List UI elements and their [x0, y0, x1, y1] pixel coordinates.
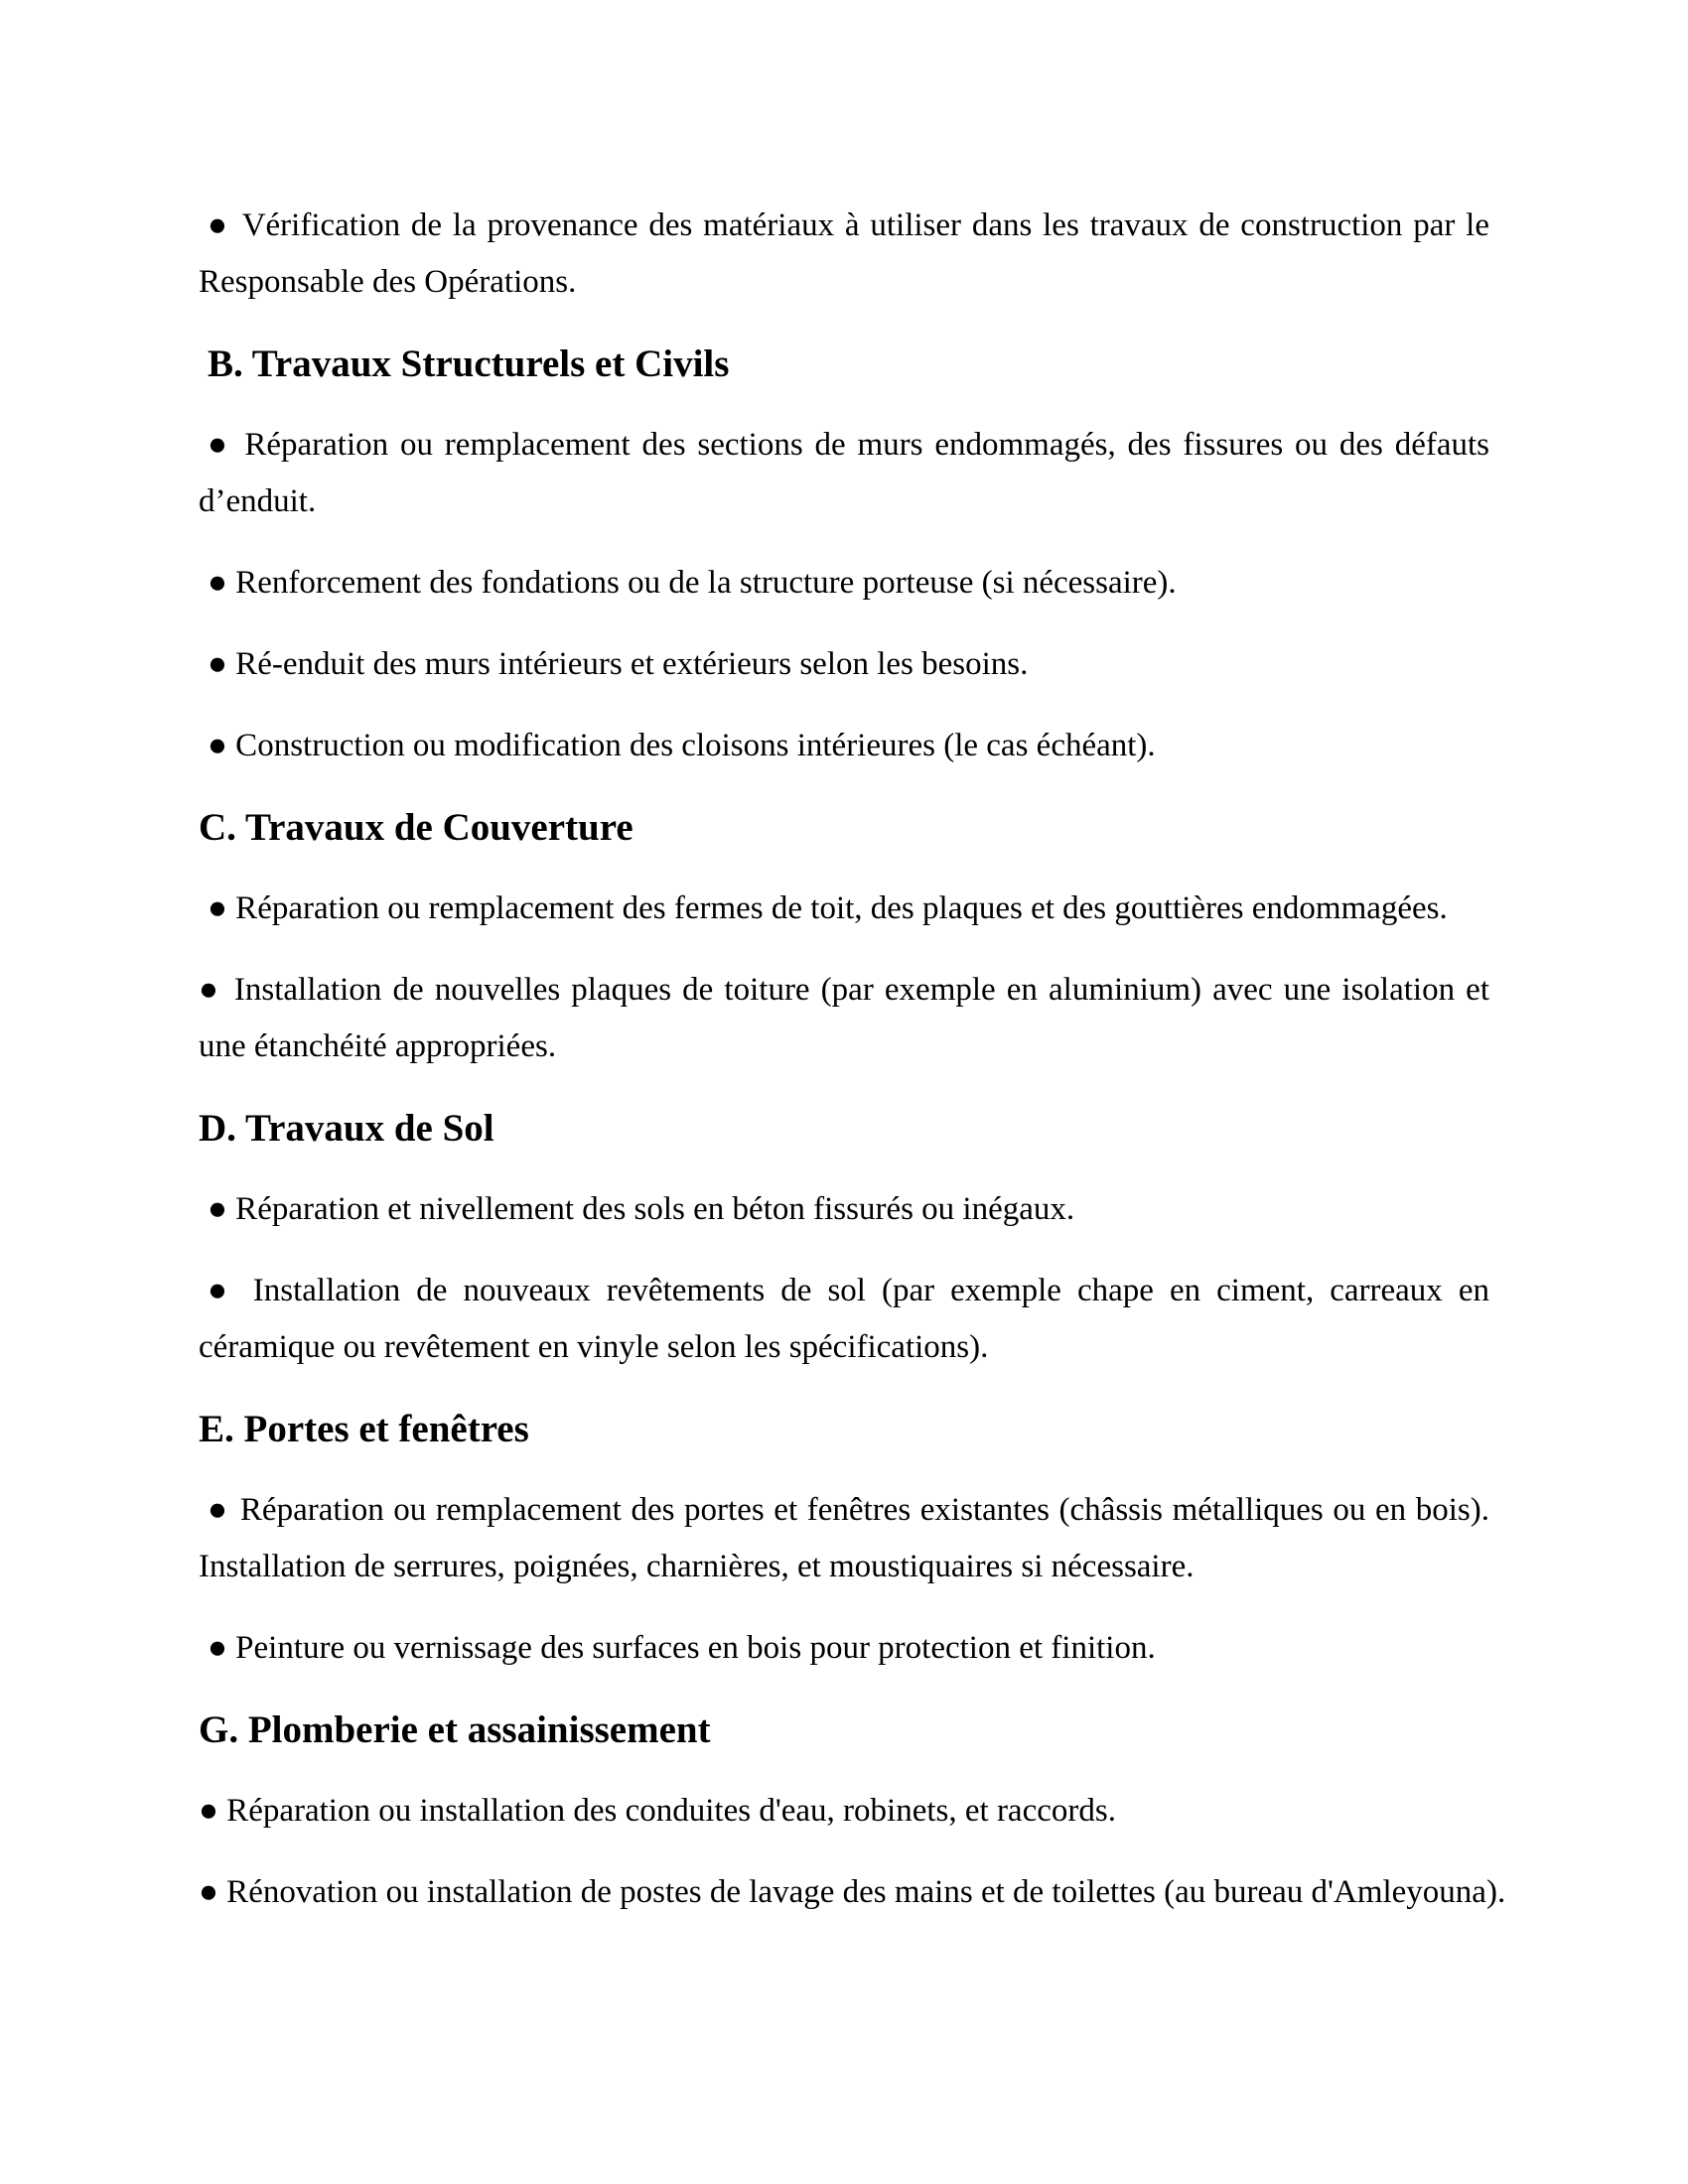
paragraph-line: ● Renforcement des fondations ou de la structure porteuse (si nécessaire). — [208, 565, 1177, 601]
heading-line: G. Plomberie et assainissement — [199, 1708, 711, 1751]
bullet-paragraph — [199, 1864, 1506, 1921]
paragraph-line: ● Construction ou modification des cloisons intérieures (le cas échéant). — [208, 728, 1156, 763]
heading-line: C. Travaux de Couverture — [199, 806, 633, 849]
paragraph-line: ● Réparation ou remplacement des sections de murs endommagés, des fissures ou des défauts — [208, 427, 1489, 463]
bullet-paragraph — [199, 636, 1489, 693]
paragraph-line: ● Vérification de la provenance des matériaux à utiliser dans les travaux de construction par le — [208, 207, 1489, 243]
bullet-paragraph — [199, 1783, 1489, 1840]
section-heading — [199, 1100, 1489, 1157]
heading-line: E. Portes et fenêtres — [199, 1408, 529, 1450]
section-heading — [199, 336, 1489, 392]
heading-line: B. Travaux Structurels et Civils — [208, 342, 730, 385]
paragraph-line: ● Ré-enduit des murs intérieurs et extérieurs selon les besoins. — [208, 646, 1029, 682]
paragraph-line: ● Peinture ou vernissage des surfaces en bois pour protection et finition. — [208, 1630, 1156, 1666]
bullet-paragraph — [199, 1181, 1489, 1238]
bullet-paragraph — [199, 417, 1489, 530]
bullet-paragraph — [199, 198, 1489, 311]
section-heading — [199, 1401, 1489, 1457]
bullet-paragraph — [199, 718, 1489, 774]
bullet-paragraph — [199, 1620, 1489, 1677]
bullet-paragraph — [199, 881, 1489, 937]
paragraph-line: Installation de serrures, poignées, charnières, et moustiquaires si nécessaire. — [199, 1549, 1195, 1584]
bullet-paragraph — [199, 1482, 1489, 1595]
paragraph-line: ● Installation de nouveaux revêtements de sol (par exemple chape en ciment, carreaux en — [208, 1273, 1489, 1308]
section-heading — [199, 1702, 1489, 1758]
paragraph-line: ● Réparation ou remplacement des portes et fenêtres existantes (châssis métalliques ou en bois). — [208, 1492, 1489, 1528]
paragraph-line: ● Rénovation ou installation de postes de lavage des mains et de toilettes (au bureau d'Amleyouna). — [199, 1874, 1506, 1910]
heading-line: D. Travaux de Sol — [199, 1107, 494, 1150]
bullet-paragraph — [199, 962, 1489, 1075]
section-heading — [199, 799, 1489, 856]
paragraph-line: Responsable des Opérations. — [199, 264, 577, 300]
paragraph-line: céramique ou revêtement en vinyle selon les spécifications). — [199, 1329, 989, 1365]
paragraph-line: ● Réparation et nivellement des sols en béton fissurés ou inégaux. — [208, 1191, 1075, 1227]
paragraph-line: ● Réparation ou remplacement des fermes de toit, des plaques et des gouttières endommagées. — [208, 890, 1448, 926]
bullet-paragraph — [199, 1263, 1489, 1376]
paragraph-line: une étanchéité appropriées. — [199, 1028, 557, 1064]
bullet-paragraph — [199, 555, 1489, 612]
paragraph-line: ● Réparation ou installation des conduites d'eau, robinets, et raccords. — [199, 1793, 1116, 1829]
paragraph-line: d’enduit. — [199, 483, 317, 519]
paragraph-line: ● Installation de nouvelles plaques de toiture (par exemple en aluminium) avec une isolation et — [199, 972, 1489, 1008]
